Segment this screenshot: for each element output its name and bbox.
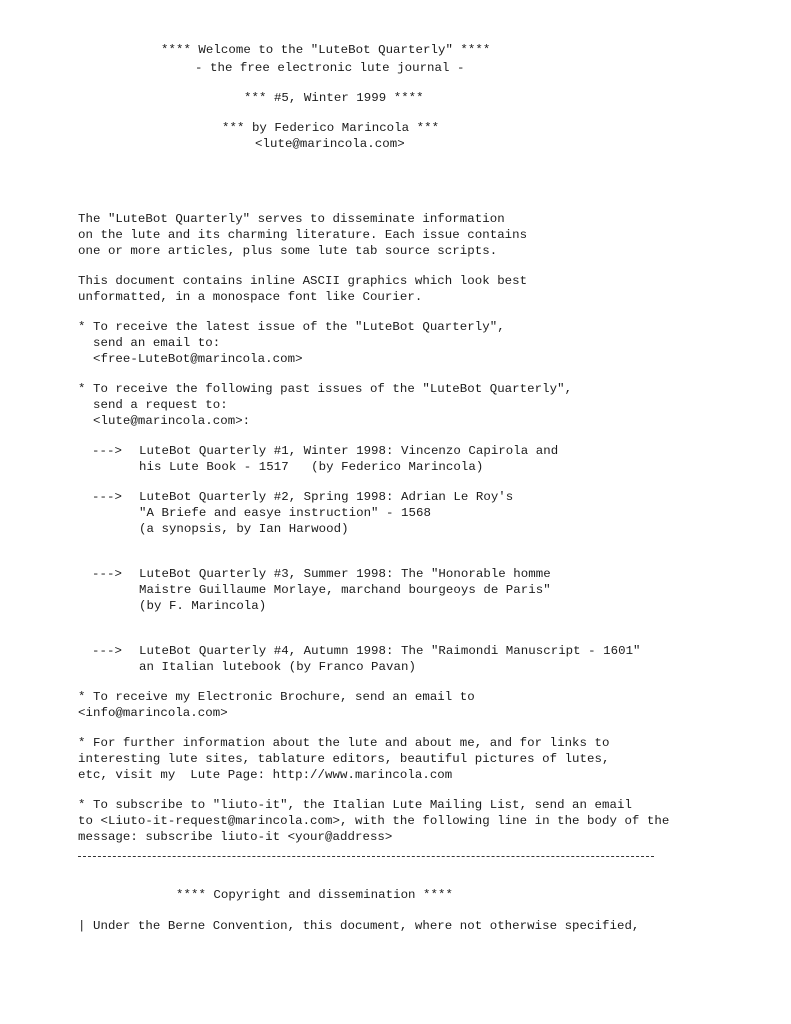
journal-welcome: **** Welcome to the "LuteBot Quarterly" **** xyxy=(161,43,491,57)
copyright-line: | Under the Berne Convention, this document, where not otherwise specified, xyxy=(78,919,640,933)
journal-subtitle: - the free electronic lute journal - xyxy=(195,61,465,75)
past-issue-entry: Maistre Guillaume Morlaye, marchand bourgeoys de Paris" xyxy=(139,583,551,597)
past-issue-entry: (by F. Marincola) xyxy=(139,599,267,613)
intro-line: one or more articles, plus some lute tab source scripts. xyxy=(78,244,498,258)
past-issue-entry: LuteBot Quarterly #3, Summer 1998: The "Honorable homme xyxy=(139,567,551,581)
byline: *** by Federico Marincola *** xyxy=(222,121,440,135)
subscribe-line: message: subscribe liuto-it <your@address> xyxy=(78,830,393,844)
copyright-heading: **** Copyright and dissemination **** xyxy=(176,888,453,902)
info-line: interesting lute sites, tablature editors, beautiful pictures of lutes, xyxy=(78,752,610,766)
arrow-marker: ---> xyxy=(92,444,122,458)
past-issue-entry: his Lute Book - 1517 (by Federico Marincola) xyxy=(139,460,484,474)
intro-line: on the lute and its charming literature. Each issue contains xyxy=(78,228,528,242)
past-issue-entry: an Italian lutebook (by Franco Pavan) xyxy=(139,660,416,674)
arrow-marker: ---> xyxy=(92,644,122,658)
issue-title: *** #5, Winter 1999 **** xyxy=(244,91,424,105)
brochure-line: * To receive my Electronic Brochure, send an email to xyxy=(78,690,475,704)
latest-issue-email[interactable]: <free-LuteBot@marincola.com> xyxy=(78,352,303,366)
info-line: * For further information about the lute and about me, and for links to xyxy=(78,736,610,750)
intro-line: This document contains inline ASCII graphics which look best xyxy=(78,274,528,288)
brochure-email[interactable]: <info@marincola.com> xyxy=(78,706,228,720)
intro-line: unformatted, in a monospace font like Courier. xyxy=(78,290,423,304)
past-issues-line: send a request to: xyxy=(78,398,228,412)
latest-issue-line: send an email to: xyxy=(78,336,221,350)
past-issues-email[interactable]: <lute@marincola.com>: xyxy=(78,414,251,428)
arrow-marker: ---> xyxy=(92,567,122,581)
arrow-marker: ---> xyxy=(92,490,122,504)
past-issues-line: * To receive the following past issues of the "LuteBot Quarterly", xyxy=(78,382,573,396)
author-email: <lute@marincola.com> xyxy=(255,137,405,151)
past-issue-entry: (a synopsis, by Ian Harwood) xyxy=(139,522,349,536)
info-line-website[interactable]: etc, visit my Lute Page: http://www.marincola.com xyxy=(78,768,453,782)
subscribe-line: * To subscribe to "liuto-it", the Italian Lute Mailing List, send an email xyxy=(78,798,632,812)
intro-line: The "LuteBot Quarterly" serves to disseminate information xyxy=(78,212,505,226)
past-issue-entry: "A Briefe and easye instruction" - 1568 xyxy=(139,506,431,520)
past-issue-entry: LuteBot Quarterly #4, Autumn 1998: The "Raimondi Manuscript - 1601" xyxy=(139,644,641,658)
past-issue-entry: LuteBot Quarterly #2, Spring 1998: Adrian Le Roy's xyxy=(139,490,514,504)
section-divider xyxy=(78,856,654,857)
latest-issue-line: * To receive the latest issue of the "LuteBot Quarterly", xyxy=(78,320,505,334)
subscribe-line: to <Liuto-it-request@marincola.com>, with the following line in the body of the xyxy=(78,814,670,828)
past-issue-entry: LuteBot Quarterly #1, Winter 1998: Vincenzo Capirola and xyxy=(139,444,559,458)
